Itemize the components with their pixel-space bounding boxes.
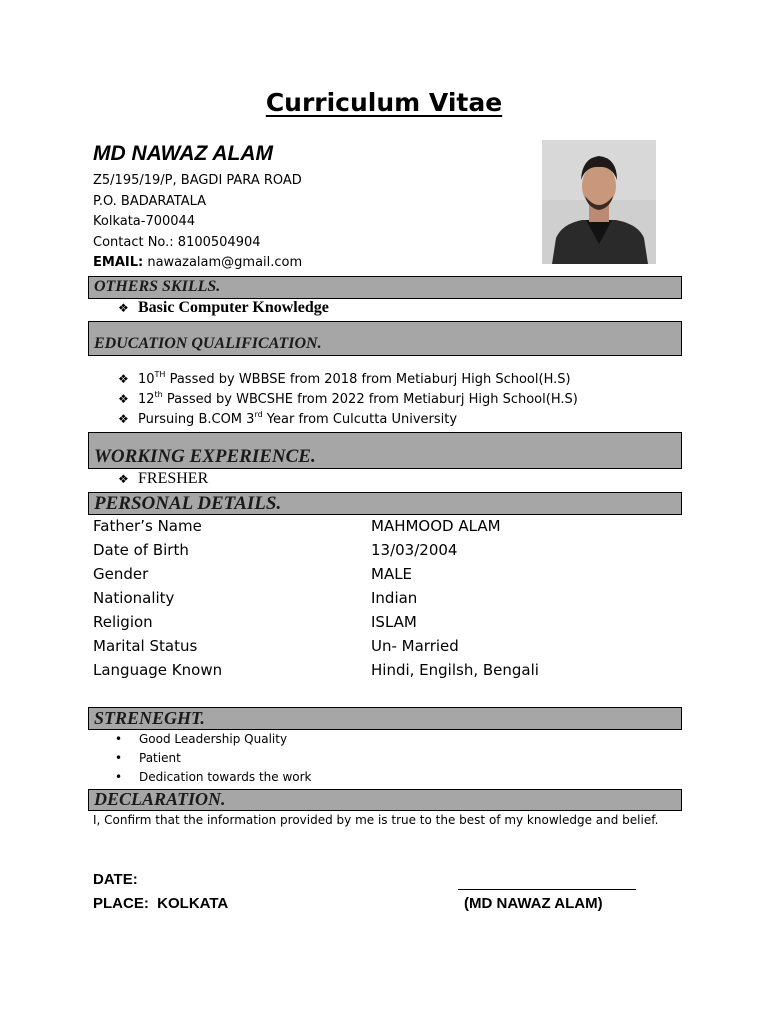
bullet-dot-icon: • xyxy=(115,751,123,765)
personal-value: 13/03/2004 xyxy=(371,541,458,559)
email-value: nawazalam@gmail.com xyxy=(143,255,303,270)
diamond-bullet-icon: ❖ xyxy=(118,472,129,486)
diamond-bullet-icon: ❖ xyxy=(118,372,129,386)
personal-value: MAHMOOD ALAM xyxy=(371,517,501,535)
edu-text-post: Year from Culcutta University xyxy=(262,412,458,427)
date-label: DATE: xyxy=(93,871,138,888)
profile-photo xyxy=(542,140,656,264)
edu-sup: TH xyxy=(154,370,166,379)
skill-text: Basic Computer Knowledge xyxy=(138,299,329,316)
email-label: EMAIL: xyxy=(93,255,144,270)
strength-text: Patient xyxy=(139,751,181,765)
section-header-strength xyxy=(88,707,682,730)
contact-number: Contact No.: 8100504904 xyxy=(93,235,261,250)
strength-item xyxy=(115,732,287,746)
personal-label: Nationality xyxy=(93,589,175,607)
personal-label: Language Known xyxy=(93,661,223,679)
strength-text: Good Leadership Quality xyxy=(139,732,288,746)
bullet-dot-icon: • xyxy=(115,770,123,784)
education-item xyxy=(118,372,571,387)
personal-label: Father’s Name xyxy=(93,517,202,535)
edu-sup: th xyxy=(154,390,163,399)
personal-value: ISLAM xyxy=(371,613,417,631)
address-line-1: Z5/195/19/P, BAGDI PARA ROAD xyxy=(93,173,302,188)
person-photo-icon xyxy=(542,140,656,264)
education-item xyxy=(118,412,457,427)
diamond-bullet-icon: ❖ xyxy=(118,301,129,315)
strength-item xyxy=(115,751,181,765)
education-item xyxy=(118,392,578,407)
personal-value: Hindi, Engilsh, Bengali xyxy=(371,661,539,679)
personal-value: MALE xyxy=(371,565,413,583)
edu-text-pre: 12 xyxy=(138,392,155,407)
strength-header-text: STRENEGHT. xyxy=(94,708,205,728)
experience-item xyxy=(118,470,208,488)
diamond-bullet-icon: ❖ xyxy=(118,392,129,406)
place-label: PLACE: KOLKATA xyxy=(93,895,229,912)
personal-label: Gender xyxy=(93,565,149,583)
edu-sup: rd xyxy=(254,410,263,419)
diamond-bullet-icon: ❖ xyxy=(118,412,129,426)
experience-header-text: WORKING EXPERIENCE. xyxy=(94,446,316,467)
personal-value: Indian xyxy=(371,589,418,607)
personal-label: Religion xyxy=(93,613,153,631)
address-line-3: Kolkata-700044 xyxy=(93,214,196,229)
email-line xyxy=(93,255,302,271)
strength-text: Dedication towards the work xyxy=(139,770,312,784)
edu-text-pre: 10 xyxy=(138,372,155,387)
declaration-text: I, Confirm that the information provided by me is true to the best of my knowledge and belief. xyxy=(93,813,659,827)
edu-text-post: Passed by WBBSE from 2018 from Metiaburj High School(H.S) xyxy=(165,372,571,387)
personal-value: Un- Married xyxy=(371,637,459,655)
skill-item xyxy=(118,299,329,317)
signature-line xyxy=(458,889,636,890)
section-header-declaration xyxy=(88,789,682,811)
education-header-text: EDUCATION QUALIFICATION. xyxy=(94,335,322,352)
page-title: Curriculum Vitae xyxy=(265,88,503,117)
skills-header-text: OTHERS SKILLS. xyxy=(94,278,221,295)
section-header-education xyxy=(88,321,682,356)
signature-name: (MD NAWAZ ALAM) xyxy=(464,895,603,912)
personal-label: Marital Status xyxy=(93,637,198,655)
section-header-experience xyxy=(88,432,682,469)
edu-text-pre: Pursuing B.COM 3 xyxy=(138,412,255,427)
personal-label: Date of Birth xyxy=(93,541,189,559)
section-header-skills xyxy=(88,276,682,299)
experience-text: FRESHER xyxy=(138,470,209,487)
strength-item xyxy=(115,770,312,784)
section-header-personal xyxy=(88,492,682,515)
candidate-name: MD NAWAZ ALAM xyxy=(93,142,274,165)
personal-header-text: PERSONAL DETAILS. xyxy=(94,493,282,514)
declaration-header-text: DECLARATION. xyxy=(94,789,226,809)
bullet-dot-icon: • xyxy=(115,732,123,746)
address-line-2: P.O. BADARATALA xyxy=(93,194,207,209)
edu-text-post: Passed by WBCSHE from 2022 from Metiaburj High School(H.S) xyxy=(162,392,578,407)
